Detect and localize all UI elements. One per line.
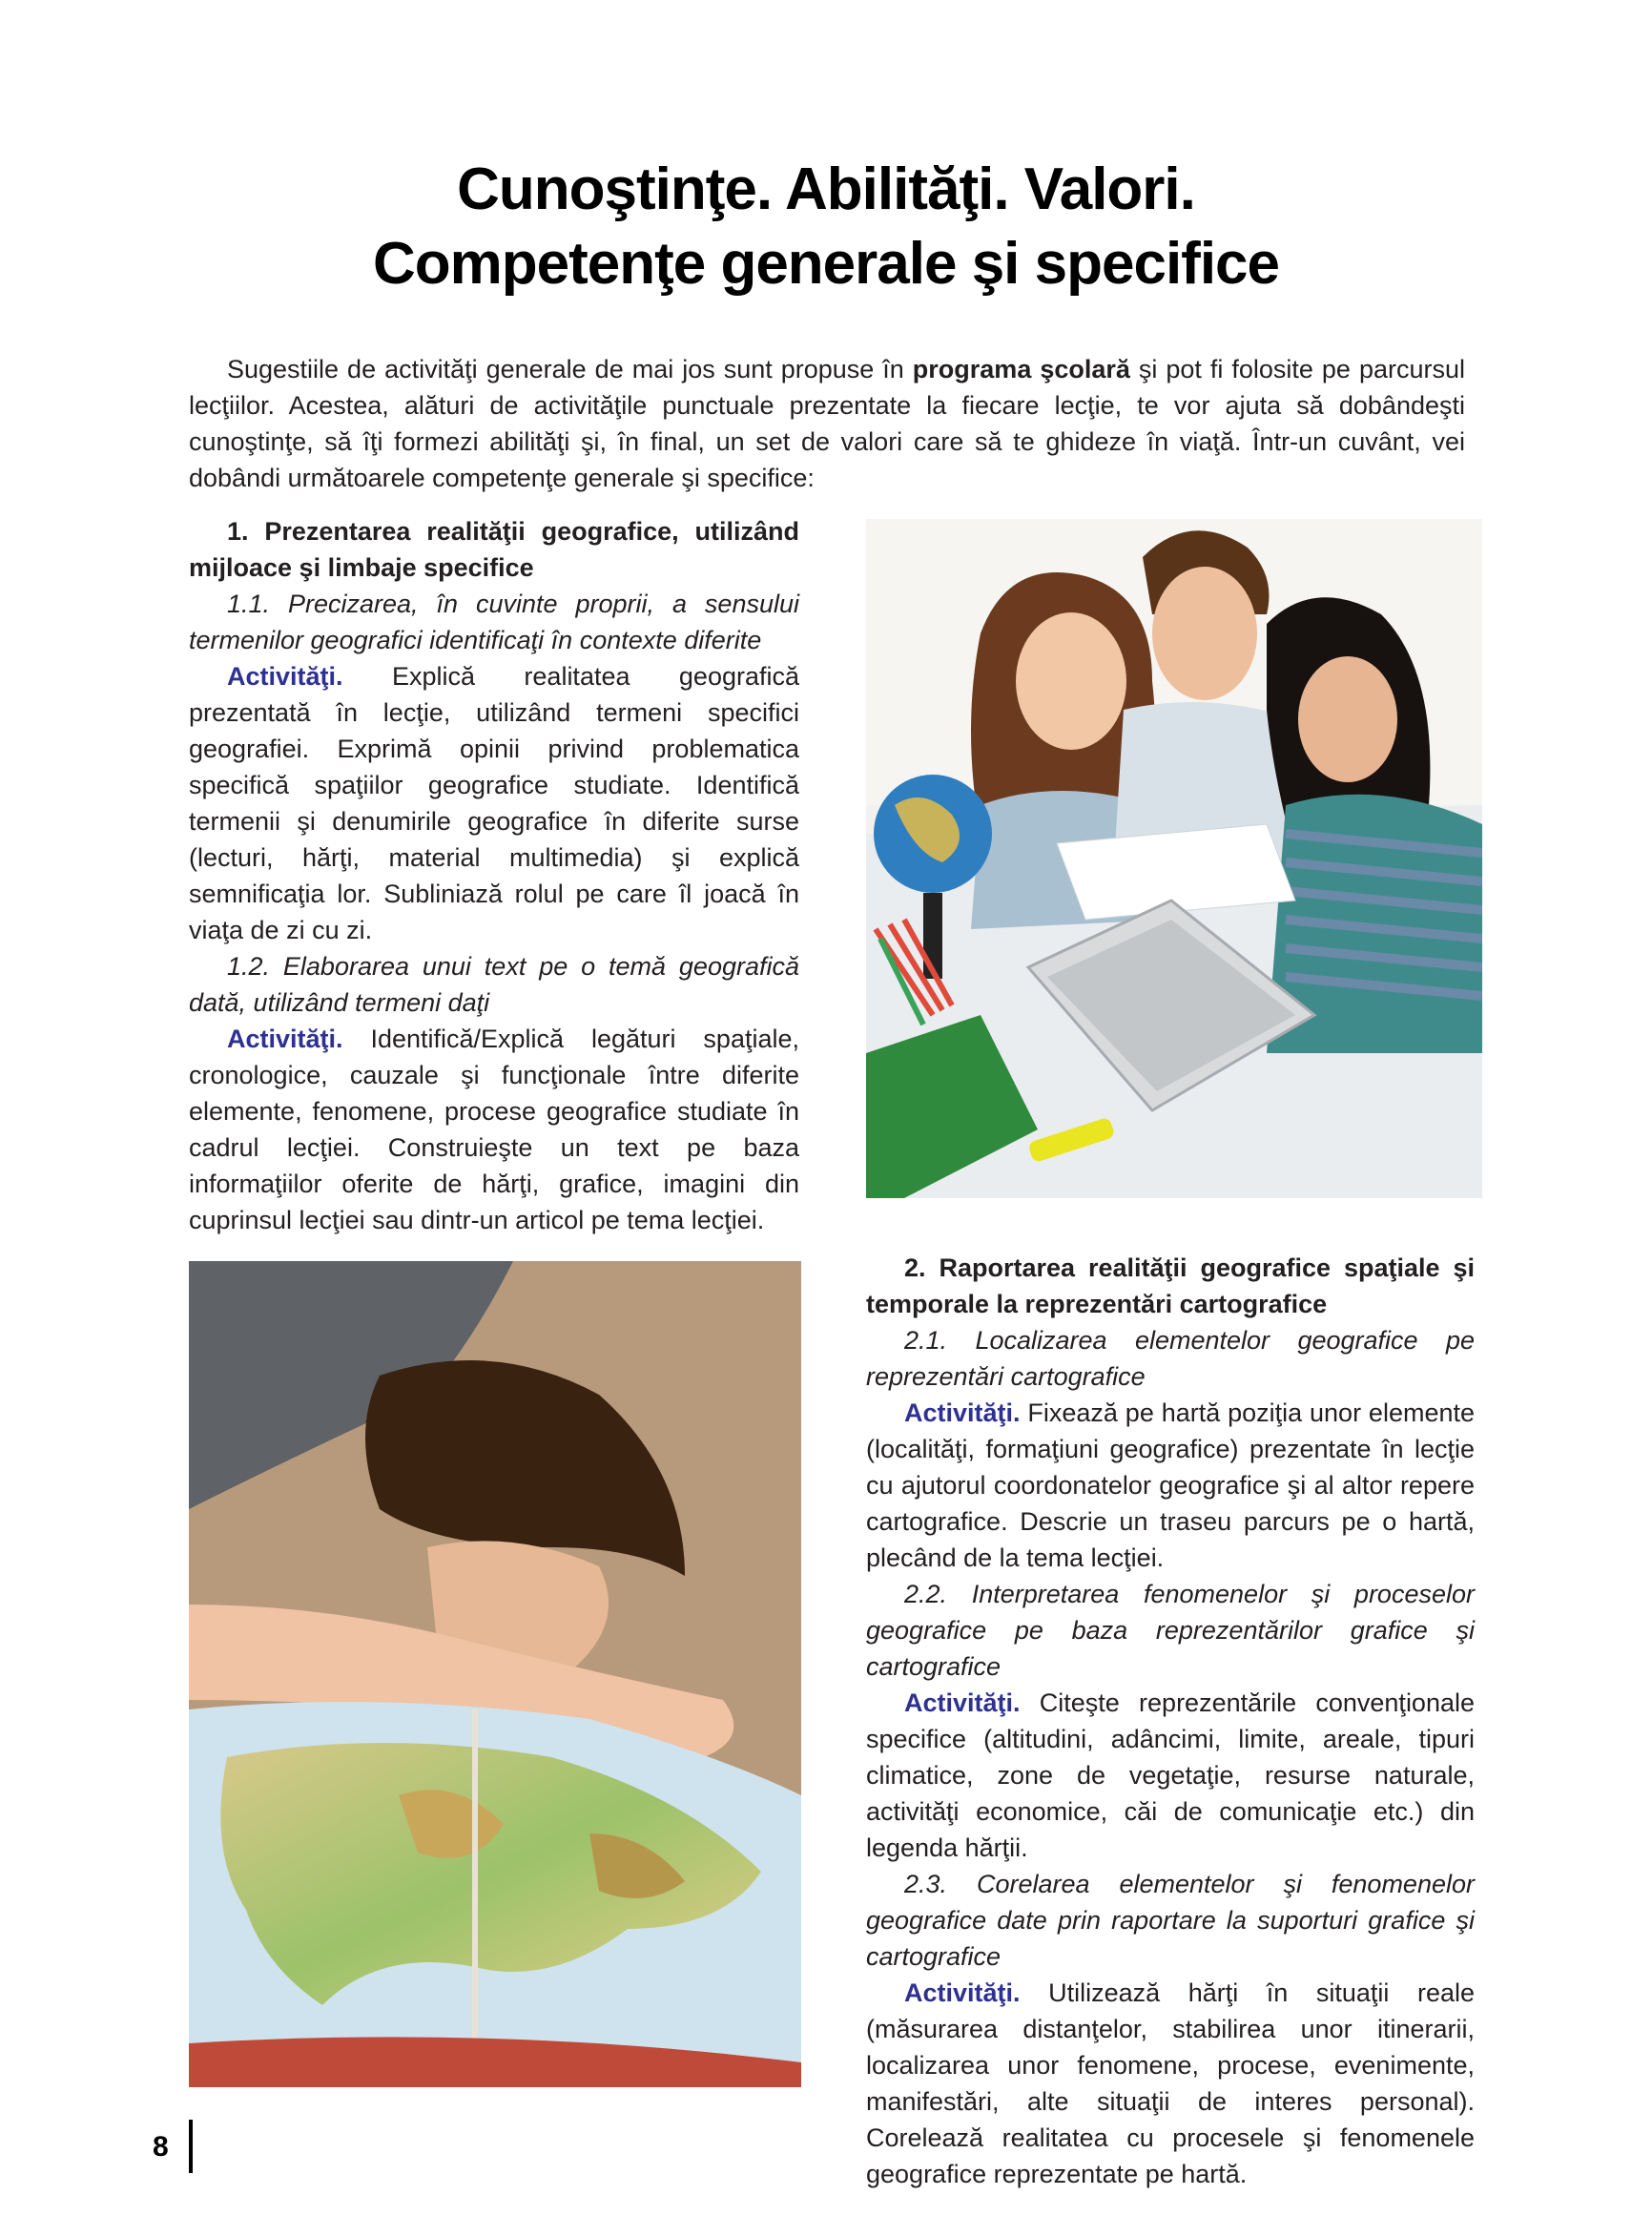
intro-text-start: Sugestiile de activităţi generale de mai jos sunt propuse în <box>227 355 913 383</box>
section-2-column <box>866 1250 1475 2192</box>
activities-text: Utilizează hărţi în situaţii reale (măsurarea distanţelor, stabilirea unor itinerarii, localizarea unor fenomene, procese, evenimente, manifestări, alte situaţii de interes personal). Corelează realitatea cu procesele şi fenomenele geografice reprezentate pe hartă. <box>866 1978 1475 2188</box>
activities-2-3 <box>866 1975 1475 2192</box>
activities-2-2 <box>866 1685 1475 1866</box>
activities-text: Fixează pe hartă poziţia unor elemente (localităţi, formaţiuni geografice) prezentate în lecţie cu ajutorul coordonatelor geografice şi al altor repere cartografice. Descrie un traseu parcurs pe o hartă, plecând de la tema lecţiei. <box>866 1398 1475 1572</box>
section-1-heading: 1. Prezentarea realităţii geografice, utilizând mijloace şi limbaje specifice <box>189 517 799 582</box>
activities-text: Identifică/Explică legături spaţiale, cronologice, cauzale şi funcţionale între diferite elemente, fenomene, procese geografice studiate în cadrul lecţiei. Construieşte un text pe baza informaţiilor oferite de hărţi, grafice, imagini din cuprinsul lecţiei sau dintr-un articol pe tema lecţiei. <box>189 1025 799 1234</box>
activities-text: Explică realitatea geografică prezentată în lecţie, utilizând termeni specifici geografiei. Exprimă opinii privind problematica specifică spaţiilor geografice studiate. Identifică termenii şi denumirile geografice în diferite surse (lecturi, hărţi, material multimedia) şi explică semnificaţia lor. Subliniază rolul pe care îl joacă în viaţa de zi cu zi. <box>189 662 799 944</box>
page-title-line-1: Cunoştinţe. Abilităţi. Valori. <box>457 156 1195 222</box>
section-1-column <box>189 513 799 1238</box>
activities-label: Activităţi. <box>227 662 343 691</box>
students-laptop-photo <box>866 519 1482 1198</box>
competence-2-3: 2.3. Corelarea elementelor şi fenomenelor geografice date prin raportare la suporturi grafice şi cartografice <box>866 1870 1475 1971</box>
intro-bold-term: programa şcolară <box>912 355 1130 383</box>
boy-atlas-photo <box>189 1261 801 2087</box>
activities-label: Activităţi. <box>904 1398 1021 1427</box>
competence-2-1: 2.1. Localizarea elementelor geografice pe reprezentări cartografice <box>866 1326 1475 1391</box>
page-title <box>0 153 1652 301</box>
competence-2-2: 2.2. Interpretarea fenomenelor şi proceselor geografice pe baza reprezentărilor grafice şi cartografice <box>866 1580 1475 1681</box>
activities-1-2 <box>189 1021 799 1238</box>
page-title-line-2: Competenţe generale şi specifice <box>372 231 1280 297</box>
activities-label: Activităţi. <box>227 1025 343 1053</box>
activities-label: Activităţi. <box>904 1978 1021 2007</box>
activities-text: Citeşte reprezentările convenţionale specifice (altitudini, adâncimi, limite, areale, tipuri climatice, zone de vegetaţie, resurse naturale, activităţi economice, căi de comunicaţie etc.) din legenda hărţii. <box>866 1688 1475 1862</box>
activities-2-1 <box>866 1395 1475 1576</box>
competence-1-1: 1.1. Precizarea, în cuvinte proprii, a sensului termenilor geografici identificaţi în contexte diferite <box>189 590 799 654</box>
page-number: 8 <box>153 2131 169 2163</box>
page-number-rule <box>189 2120 193 2173</box>
intro-text-end: şi pot fi folosite pe parcursul lecţiilor. Acestea, alături de activităţile punctuale prezentate la fiecare lecţie, te vor ajuta să dobândeşti cunoştinţe, să îţi formezi abilităţi şi, în final, un set de valori care să te ghideze în viaţă. Într-un cuvânt, vei dobândi următoarele competenţe generale şi specifice: <box>189 355 1465 492</box>
activities-1-1 <box>189 658 799 948</box>
competence-1-2: 1.2. Elaborarea unui text pe o temă geografică dată, utilizând termeni daţi <box>189 952 799 1017</box>
activities-label: Activităţi. <box>904 1688 1021 1717</box>
intro-paragraph <box>189 351 1465 496</box>
section-2-heading: 2. Raportarea realităţii geografice spaţiale şi temporale la reprezentări cartografice <box>866 1253 1475 1318</box>
